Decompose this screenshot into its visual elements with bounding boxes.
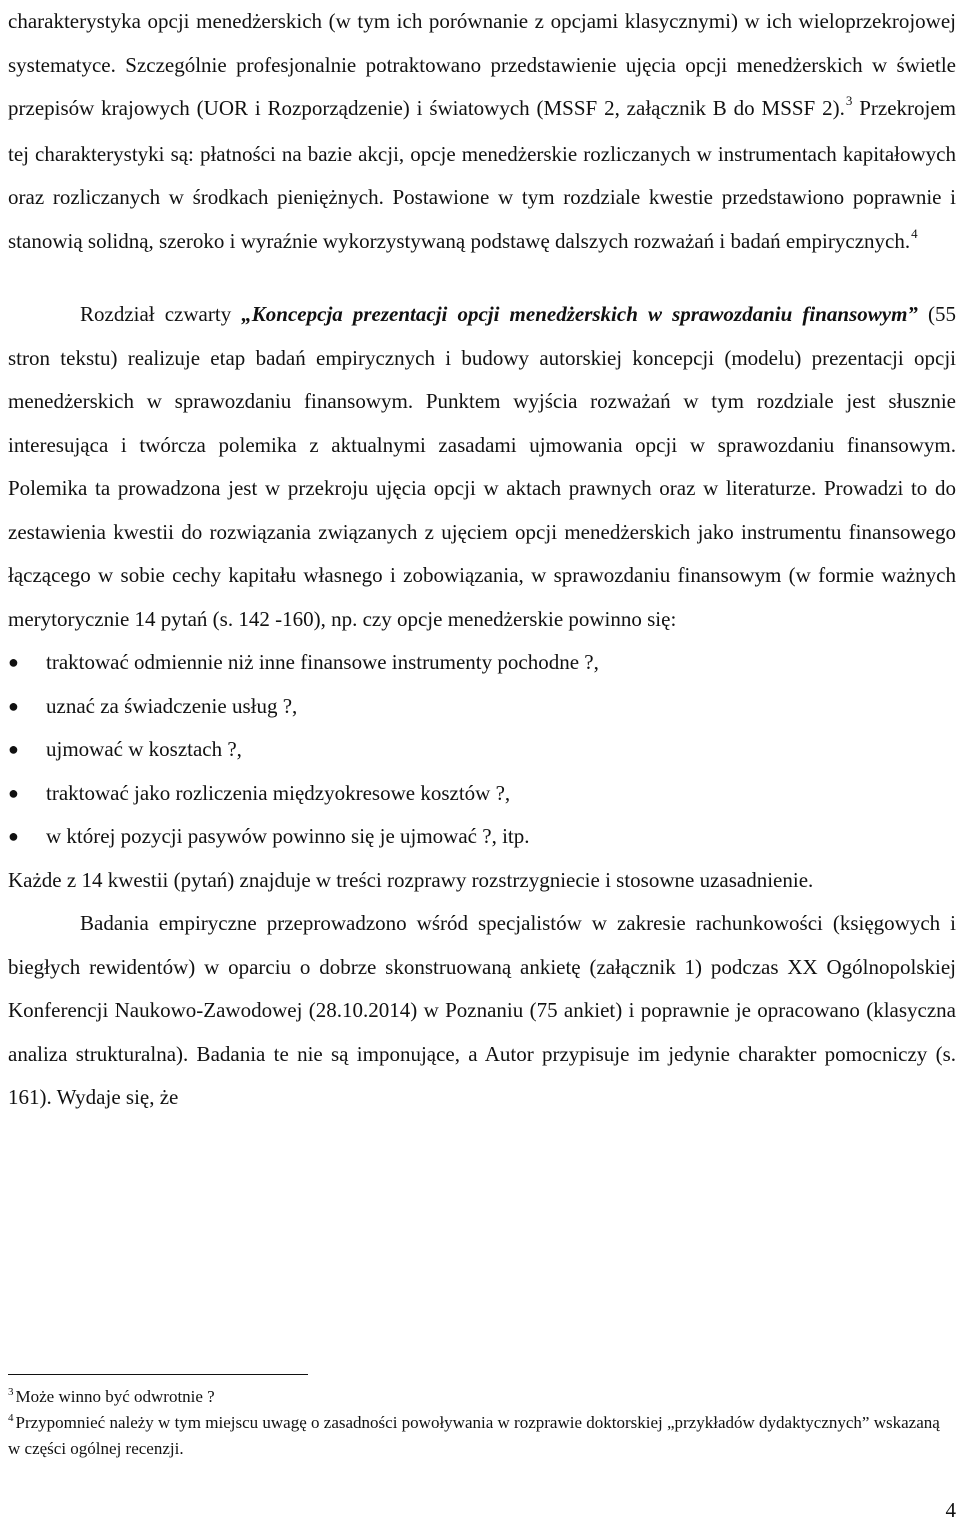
bullet-icon: ● bbox=[8, 695, 19, 716]
paragraph-chapter-three-summary bbox=[8, 0, 956, 265]
footnote-reference-3[interactable]: 3 bbox=[845, 93, 853, 108]
page-body bbox=[8, 0, 956, 1120]
footnote-text: Przypomnieć należy w tym miejscu uwagę o zasadności powoływania w rozprawie doktorskiej „przykładów dydaktycznych” wskazaną w części ogólnej recenzji. bbox=[8, 1413, 940, 1458]
list-item bbox=[8, 772, 956, 816]
list-item-text: ujmować w kosztach ?, bbox=[46, 737, 242, 761]
list-item bbox=[8, 815, 956, 859]
footnote-divider bbox=[8, 1374, 308, 1375]
question-list bbox=[8, 641, 956, 859]
paragraph-text: Przekrojem tej charakterystyki są: płatności na bazie akcji, opcje menedżerskie rozliczanych w instrumentach kapitałowych oraz rozliczanych w środkach pieniężnych. Postawione w tym rozdziale kwestie przedstawiono poprawnie i stanowią solidną, szeroko i wyraźnie wykorzystywaną podstawę dalszych rozważań i badań empirycznych. bbox=[8, 96, 956, 253]
list-item bbox=[8, 685, 956, 729]
list-item-text: uznać za świadczenie usług ?, bbox=[46, 693, 298, 718]
footnotes-section bbox=[8, 1374, 956, 1460]
paragraph-text: (55 stron tekstu) realizuje etap badań empirycznych i budowy autorskiej koncepcji (modelu) prezentacji opcji menedżerskich w sprawozdaniu finansowym. Punktem wyjścia rozważań w tym rozdziale jest słusznie interesująca i twórcza polemika z aktualnymi zasadami ujmowania opcji w sprawozdaniu finansowym. Polemika ta prowadzona jest w przekroju ujęcia opcji w aktach prawnych oraz w literaturze. Prowadzi to do zestawienia kwestii do rozwiązania związanych z ujęciem opcji menedżerskich jako instrumentu finansowego łączącego w sobie cechy kapitału własnego i zobowiązania, w sprawozdaniu finansowym (w formie ważnych merytorycznie 14 pytań (s. 142 -160), np. czy opcje menedżerskie powinno się: bbox=[8, 302, 956, 631]
footnote-reference-4[interactable]: 4 bbox=[911, 225, 918, 241]
bullet-icon: ● bbox=[8, 782, 19, 803]
list-item bbox=[8, 641, 956, 685]
paragraph-spacer bbox=[8, 265, 956, 293]
paragraph-chapter-four-summary bbox=[8, 293, 956, 641]
bullet-icon: ● bbox=[8, 739, 19, 759]
chapter-title: „Koncepcja prezentacji opcji menedżerskich w sprawozdaniu finansowym” bbox=[241, 302, 918, 326]
list-item-text: w której pozycji pasywów powinno się je ujmować ?, itp. bbox=[46, 824, 530, 848]
paragraph-text: charakterystyka opcji menedżerskich (w tym ich porównanie z opcjami klasycznymi) w ich wieloprzekrojowej systematyce. Szczególnie profesjonalnie potraktowano przedstawienie ujęcia opcji menedżerskich w świetle przepisów krajowych (UOR i Rozporządzenie) i światowych (MSSF 2, załącznik B do MSSF 2). bbox=[8, 9, 956, 120]
footnote-3 bbox=[8, 1385, 956, 1411]
footnote-number: 3 bbox=[8, 1386, 14, 1398]
bullet-icon: ● bbox=[8, 826, 19, 846]
list-item-text: traktować odmiennie niż inne finansowe instrumenty pochodne ?, bbox=[46, 650, 599, 674]
list-item bbox=[8, 728, 956, 772]
page-number: 4 bbox=[945, 1498, 956, 1522]
footnote-number: 4 bbox=[8, 1412, 14, 1424]
footnote-4 bbox=[8, 1411, 956, 1460]
list-item-text: traktować jako rozliczenia międzyokresowe kosztów ?, bbox=[46, 780, 511, 805]
footnote-text: Może winno być odwrotnie ? bbox=[15, 1387, 215, 1406]
bullet-icon: ● bbox=[8, 652, 19, 672]
paragraph-text: Rozdział czwarty bbox=[80, 302, 242, 326]
paragraph-empirical-research: Badania empiryczne przeprowadzono wśród specjalistów w zakresie rachunkowości (księgowych i biegłych rewidentów) w oparciu o dobrze skonstruowaną ankietę (załącznik 1) podczas XX Ogólnopolskiej Konferencji Naukowo-Zawodowej (28.10.2014) w Poznaniu (75 ankiet) i poprawnie je opracowano (klasyczna analiza strukturalna). Badania te nie są imponujące, a Autor przypisuje im jedynie charakter pomocniczy (s. 161). Wydaje się, że bbox=[8, 911, 956, 1109]
paragraph-questions-resolution: Każde z 14 kwestii (pytań) znajduje w treści rozprawy rozstrzygniecie i stosowne uzasadnienie. bbox=[8, 867, 814, 892]
